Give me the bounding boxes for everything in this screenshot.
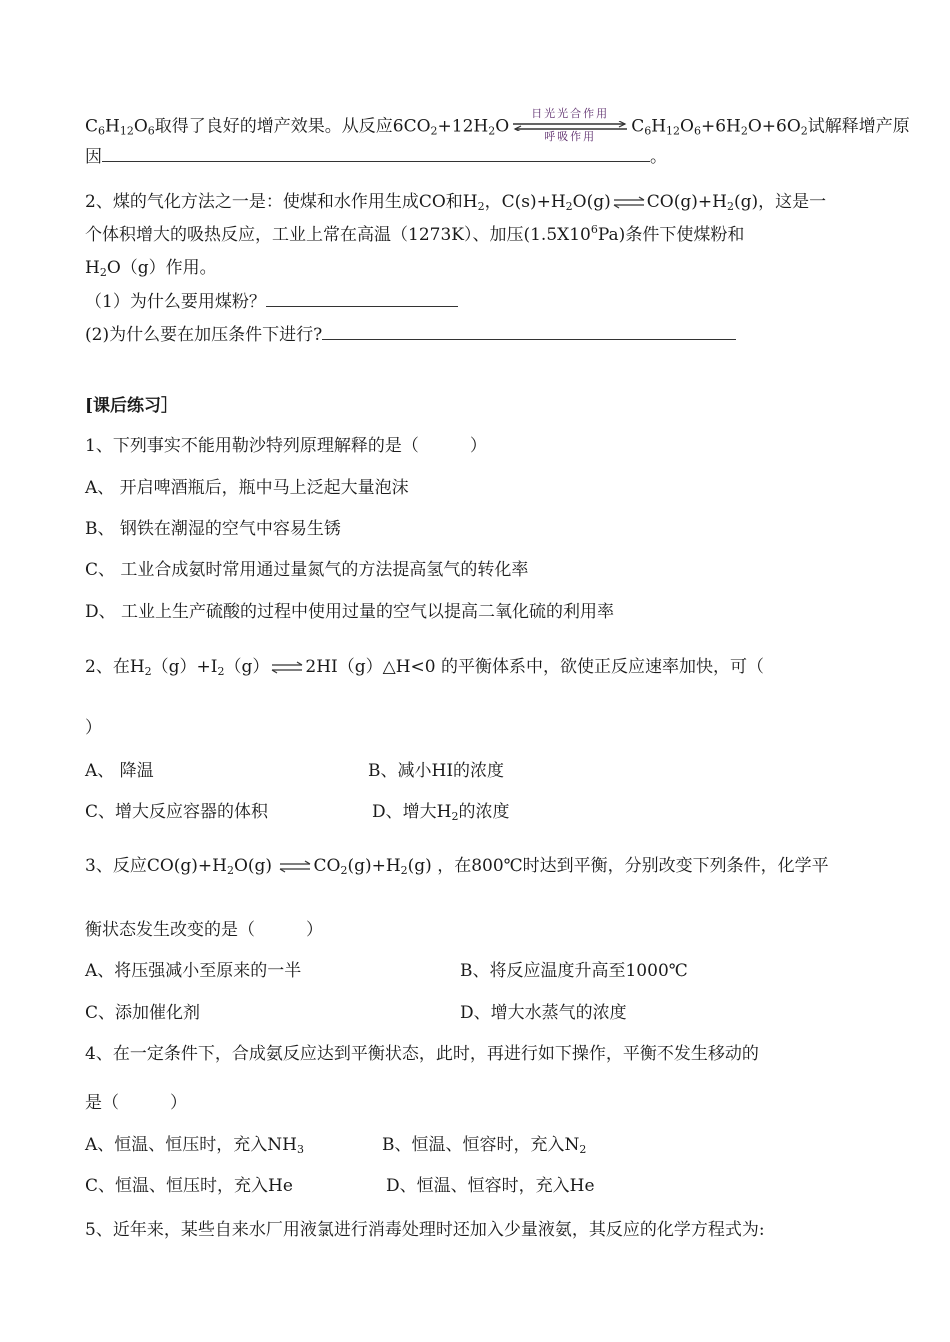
p1-line1: $C_6H_{12}O_6$取得了良好的增产效果。从反应$6CO_2+12H_2O$ 日光光合作用 呼吸作用 $C_6H_{12}O_6+6H_2O+6O_2$试解释增产原 xyxy=(85,107,910,143)
q2-sub1: （1）为什么要用煤粉？ xyxy=(85,288,458,314)
e1-option-b: B、 钢铁在潮湿的空气中容易生锈 xyxy=(85,519,341,539)
e4-option-c: C、恒温、恒压时，充入He xyxy=(85,1176,293,1196)
e4-option-d: D、恒温、恒容时，充入He xyxy=(386,1176,595,1196)
e2-option-a: A、 降温 xyxy=(85,761,154,781)
equilibrium-arrow-icon xyxy=(278,860,312,874)
e3-option-b: B、将反应温度升高至1000℃ xyxy=(460,961,688,981)
e4-option-a: A、恒温、恒压时，充入$NH_3$ xyxy=(85,1135,304,1156)
q2-sub2: (2)为什么要在加压条件下进行? xyxy=(85,321,736,347)
e4-stem: 4、在一定条件下，合成氨反应达到平衡状态，此时，再进行如下操作，平衡不发生移动的 xyxy=(85,1044,759,1064)
e3-option-c: C、添加催化剂 xyxy=(85,1003,201,1023)
e4-stem-line2: 是（ ） xyxy=(85,1093,187,1113)
e3-option-d: D、增大水蒸气的浓度 xyxy=(460,1003,627,1023)
e4-option-b: B、恒温、恒容时，充入$N_2$ xyxy=(382,1135,587,1156)
section-title: [课后练习］ xyxy=(85,396,179,416)
e1-option-a: A、 开启啤酒瓶后，瓶中马上泛起大量泡沫 xyxy=(85,478,409,498)
e1-option-c: C、 工业合成氨时常用通过量氮气的方法提高氢气的转化率 xyxy=(85,560,529,580)
e2-option-b: B、减小HI的浓度 xyxy=(368,761,505,781)
q2-line3: $H_2O(g)$作用。 xyxy=(85,258,217,279)
e3-stem-line2: 衡状态发生改变的是（ ） xyxy=(85,920,323,940)
equilibrium-arrow-icon xyxy=(270,661,304,675)
answer-blank[interactable] xyxy=(102,143,650,162)
e2-option-d: D、增大$H_2$的浓度 xyxy=(372,802,510,823)
e5-stem: 5、近年来，某些自来水厂用液氯进行消毒处理时还加入少量液氨，其反应的化学方程式为: xyxy=(85,1220,765,1240)
equilibrium-arrow-icon xyxy=(612,196,646,210)
q2-line1: 2、煤的气化方法之一是：使煤和水作用生成CO和$H_2$，$C(s)+H_2O(g)$ $CO(g)+H_2(g)$，这是一 xyxy=(85,192,827,213)
answer-blank[interactable] xyxy=(266,288,458,307)
e3-stem: 3、反应$CO(g)+H_2O(g)$ $CO_2(g)+H_2(g)$ ，在800℃时达到平衡，分别改变下列条件，化学平 xyxy=(85,856,829,877)
e1-option-d: D、 工业上生产硫酸的过程中使用过量的空气以提高二氧化硫的利用率 xyxy=(85,602,615,622)
e3-option-a: A、将压强减小至原来的一半 xyxy=(85,961,302,981)
photosynthesis-arrow-icon: 日光光合作用 呼吸作用 xyxy=(511,110,629,144)
e2-stem: 2、在$H_2(g)+I_2(g)$ 2HI（g）△H<0 的平衡体系中，欲使正反应速率加快，可（ xyxy=(85,657,764,678)
e1-stem: 1、下列事实不能用勒沙特列原理解释的是（ ） xyxy=(85,436,487,456)
e2-close: ） xyxy=(85,718,102,738)
answer-blank[interactable] xyxy=(322,321,736,340)
e2-option-c: C、增大反应容器的体积 xyxy=(85,802,269,822)
q2-line2: 个体积增大的吸热反应，工业上常在高温（1273K）、加压$(1.5X10^6Pa)$条件下使煤粉和 xyxy=(85,223,745,245)
p1-line2: 因 。 xyxy=(85,143,667,169)
